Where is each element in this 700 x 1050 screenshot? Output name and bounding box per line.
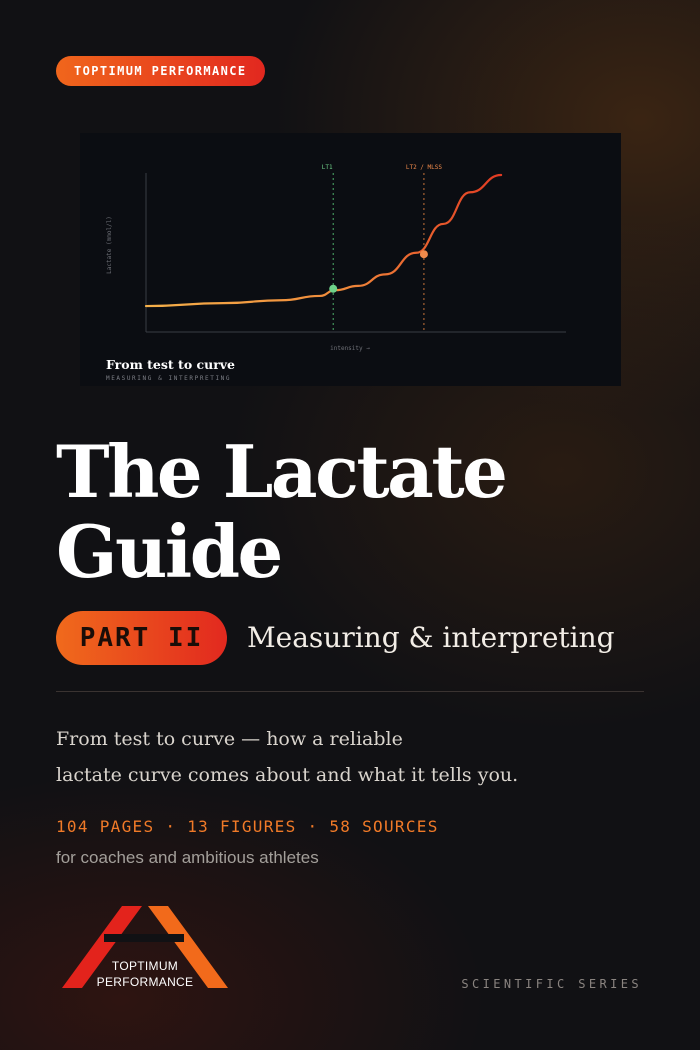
- lt1-marker: [329, 285, 337, 293]
- logo-text-line-2: PERFORMANCE: [96, 975, 194, 989]
- divider: [56, 691, 644, 692]
- lt2-label: LT2 / MLSS: [405, 164, 442, 171]
- logo-text-line-1: TOPTIMUM: [111, 959, 179, 973]
- lt2-marker: [420, 250, 428, 258]
- audience-note: for coaches and ambitious athletes: [56, 848, 319, 867]
- description-line-1: From test to curve — how a reliable: [56, 728, 403, 750]
- book-title-line-2: Guide: [56, 509, 281, 594]
- part-subtitle: Measuring & interpreting: [247, 621, 615, 654]
- x-axis-label: intensity →: [330, 345, 370, 352]
- description: [56, 721, 518, 793]
- chart-card: [80, 133, 621, 386]
- toptimum-logo: [60, 904, 230, 996]
- lactate-curve: [146, 175, 501, 306]
- y-axis-label: Lactate (mmol/l): [106, 216, 113, 274]
- lt1-label: LT1: [321, 164, 333, 171]
- chart-title: From test to curve: [106, 357, 236, 372]
- series-label: SCIENTIFIC SERIES: [461, 977, 642, 991]
- book-title: [56, 429, 506, 594]
- brand-badge: TOPTIMUM PERFORMANCE: [56, 56, 265, 86]
- lactate-curve-chart: [80, 133, 621, 386]
- book-title-line-1: The Lactate: [56, 429, 506, 514]
- part-pill: PART II: [56, 611, 227, 665]
- description-line-2: lactate curve comes about and what it tells you.: [56, 764, 519, 786]
- book-stats: 104 PAGES · 13 FIGURES · 58 SOURCES: [56, 817, 439, 836]
- logo-bar: [104, 934, 184, 942]
- chart-subtitle: MEASURING & INTERPRETING: [106, 375, 232, 382]
